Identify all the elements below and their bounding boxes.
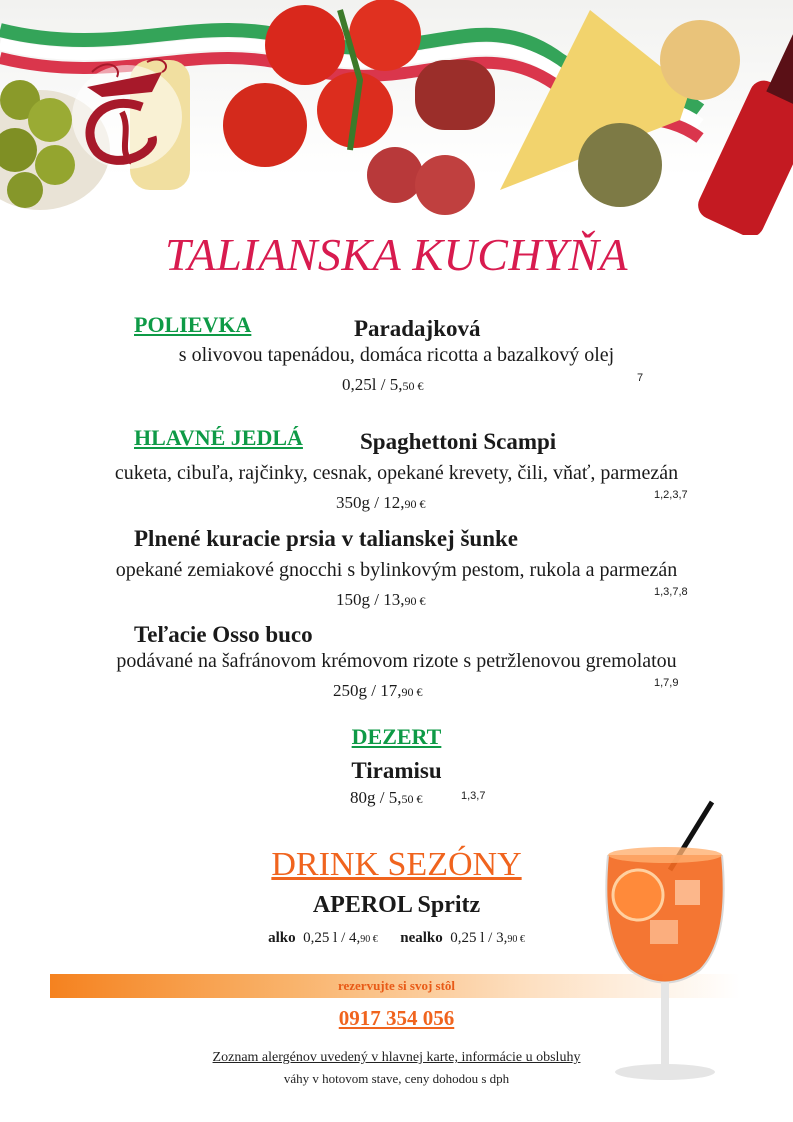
section-soup: POLIEVKA [134, 312, 252, 337]
dessert-name: Tiramisu [351, 758, 442, 783]
alko-label: alko [268, 930, 296, 946]
dessert-price: 80g / 5,50 € [350, 788, 423, 807]
section-dessert: DEZERT [351, 724, 442, 749]
main-2-allergens: 1,3,7,8 [654, 586, 688, 598]
main-2-price: 150g / 13,90 € [336, 590, 426, 609]
soup-price: 0,25l / 5,50 € [342, 375, 424, 394]
main-3-price: 250g / 17,90 € [333, 681, 423, 700]
section-mains: HLAVNÉ JEDLÁ [134, 425, 303, 450]
phone-number: 0917 354 056 [338, 1006, 455, 1030]
reservation-text: rezervujte si svoj stôl [337, 978, 456, 993]
main-1-allergens: 1,2,3,7 [654, 489, 688, 501]
main-3-description: podávané na šafránovom krémovom rizote s petržlenovou gremolatou [116, 650, 677, 672]
main-3-name: Teľacie Osso buco [134, 622, 313, 647]
restaurant-logo [62, 52, 192, 177]
main-1-description: cuketa, cibuľa, rajčinky, cesnak, opekané krevety, čili, vňať, parmezán [114, 462, 679, 484]
main-1-name: Spaghettoni Scampi [360, 429, 557, 454]
nealko-price: 0,25 l / 3,90 € [450, 930, 525, 946]
drink-title: DRINK SEZÓNY [271, 846, 522, 883]
soup-name: Paradajková [354, 316, 481, 341]
dessert-allergens: 1,3,7 [461, 790, 486, 802]
price-note: váhy v hotovom stave, ceny dohodou s dph [283, 1071, 510, 1086]
drink-name: APEROL Spritz [312, 892, 481, 918]
aperol-glass-illustration [590, 800, 740, 1085]
alko-price: 0,25 l / 4,90 € [303, 930, 378, 946]
main-3-allergens: 1,7,9 [654, 677, 679, 689]
main-2-name: Plnené kuracie prsia v talianskej šunke [134, 526, 519, 551]
main-2-description: opekané zemiakové gnocchi s bylinkovým pestom, rukola a parmezán [115, 559, 678, 581]
soup-allergens: 7 [637, 372, 644, 384]
main-1-price: 350g / 12,90 € [336, 493, 426, 512]
nealko-label: nealko [400, 930, 443, 946]
menu-title: TALIANSKA KUCHYŇA [164, 229, 629, 280]
allergen-note: Zoznam alergénov uvedený v hlavnej karte, informácie u obsluhy [212, 1050, 581, 1065]
soup-description: s olivovou tapenádou, domáca ricotta a bazalkový olej [178, 344, 615, 366]
